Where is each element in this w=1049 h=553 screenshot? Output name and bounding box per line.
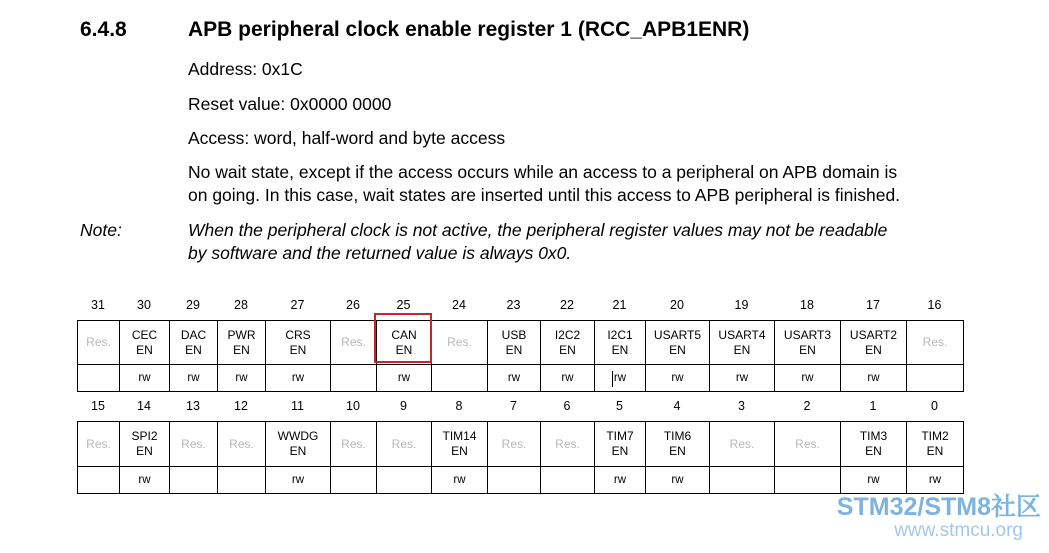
access-type-cell: rw (169, 364, 218, 392)
reserved-bit-field (774, 421, 841, 467)
bit-number: 7 (510, 399, 517, 413)
note-line-2: by software and the returned value is always 0x0. (188, 243, 572, 263)
field-name-line-1: TIM7 (606, 429, 634, 443)
bit-field-tim3en (840, 421, 907, 467)
bit-number: 9 (400, 399, 407, 413)
access-type-cell: rw (265, 466, 331, 494)
reserved-bit-field (376, 421, 432, 467)
bit-field-wwdgen (265, 421, 331, 467)
wait-state-line-1: No wait state, except if the access occurs while an access to a peripheral on APB domain is (188, 162, 898, 182)
field-name-line-2: EN (395, 342, 413, 357)
access-type-cell: rw (840, 364, 907, 392)
field-name-line-2: EN (669, 342, 686, 357)
bit-number: 12 (234, 399, 248, 413)
bit-number: 18 (800, 298, 814, 312)
bit-number: 15 (91, 399, 105, 413)
field-name-line-1: Res. (922, 335, 948, 349)
bit-number: 10 (346, 399, 360, 413)
field-name-line-1: I2C1 (607, 327, 633, 342)
field-name-line-1: Res. (391, 436, 417, 451)
access-type-cell: rw (487, 364, 541, 392)
watermark-brand: STM32/STM8社区 (836, 493, 1041, 521)
bit-number: 30 (137, 298, 151, 312)
access-type-cell (217, 466, 266, 494)
bit-number: 13 (186, 399, 200, 413)
field-name-line-1: CRS (285, 327, 311, 342)
field-name-line-1: Res. (729, 436, 755, 451)
reserved-bit-field (169, 421, 218, 467)
access-type-cell (376, 466, 432, 494)
access-type-cell: rw (709, 364, 775, 392)
bit-field-tim6en (645, 421, 710, 467)
bit-number: 14 (137, 399, 151, 413)
field-name-line-2: EN (611, 342, 629, 357)
section-number: 6.4.8 (80, 18, 127, 41)
access-type-cell: rw (645, 364, 710, 392)
field-name-line-2: EN (185, 342, 202, 357)
reserved-bit-field (217, 421, 266, 467)
field-name-line-1: Res. (181, 436, 206, 451)
field-name-line-2: EN (799, 342, 816, 357)
field-name-line-2: EN (669, 444, 686, 458)
field-name-line-1: I2C2 (554, 327, 581, 342)
access-type-cell (169, 466, 218, 494)
bit-number: 6 (563, 399, 571, 413)
bit-number: 27 (290, 298, 305, 312)
bit-number: 17 (866, 298, 880, 312)
bit-number: 2 (803, 399, 811, 413)
field-name-line-1: Res. (341, 335, 366, 349)
field-name-line-2: EN (926, 444, 944, 458)
field-name-line-1: SPI2 (131, 429, 158, 443)
bit-number: 23 (506, 298, 521, 312)
bit-field-tim2en (906, 421, 964, 467)
field-name-line-1: DAC (180, 327, 207, 342)
access-type-cell (487, 466, 541, 494)
field-name-line-1: USART2 (849, 327, 898, 342)
field-name-line-2: EN (505, 342, 523, 357)
note-label: Note: (80, 220, 122, 240)
access-type-cell: rw (594, 466, 646, 494)
access-type-cell (774, 466, 841, 494)
field-name-line-2: EN (136, 444, 153, 458)
bit-field-tim7en (594, 421, 646, 467)
bit-field-tim14en (431, 421, 488, 467)
can-en-highlight-box (374, 313, 432, 363)
bit-number: 31 (91, 298, 105, 312)
bit-number: 19 (734, 298, 749, 312)
section-title: APB peripheral clock enable register 1 (RCC_APB1ENR) (188, 18, 750, 41)
field-name-line-2: EN (559, 342, 576, 357)
access-type-cell: rw (540, 364, 595, 392)
field-name-line-1: USART4 (718, 327, 766, 342)
reset-value-text: Reset value: 0x0000 0000 (188, 94, 392, 114)
field-name-line-2: EN (865, 342, 882, 357)
bit-number: 3 (738, 399, 745, 413)
access-text: Access: word, half-word and byte access (188, 128, 506, 148)
reserved-bit-field (487, 421, 541, 467)
field-name-line-2: EN (289, 444, 307, 458)
field-name-line-1: USART5 (653, 327, 702, 342)
reserved-bit-field (709, 421, 775, 467)
access-type-cell: rw (119, 466, 170, 494)
access-type-cell (709, 466, 775, 494)
field-name-line-1: Res. (447, 335, 472, 349)
reserved-bit-field (540, 421, 595, 467)
watermark-url: www.stmcu.org (894, 520, 1023, 541)
bit-number: 11 (291, 399, 304, 413)
access-type-cell: rw (645, 466, 710, 494)
address-text: Address: 0x1C (188, 59, 303, 79)
access-type-cell: rw (840, 466, 907, 494)
access-type-cell: rw (119, 364, 170, 392)
wait-state-line-2: on going. In this case, wait states are inserted until this access to APB peripheral is finished. (188, 185, 901, 205)
bit-field-spi2en (119, 421, 170, 467)
field-name-line-1: CEC (131, 327, 158, 342)
field-name-line-1: Res. (341, 436, 366, 451)
access-type-cell: rw (906, 466, 964, 494)
bit-number: 4 (673, 399, 681, 413)
bit-number: 16 (927, 298, 942, 312)
field-name-line-2: EN (865, 444, 882, 458)
reserved-bit-field (77, 421, 120, 467)
bit-number: 29 (186, 298, 200, 312)
bit-number: 24 (452, 298, 466, 312)
access-type-cell: rw (376, 364, 432, 392)
access-type-cell: rw (594, 364, 646, 392)
access-type-cell (77, 466, 120, 494)
field-name-line-1: Res. (555, 436, 580, 451)
field-name-line-1: Res. (501, 436, 527, 451)
bit-number: 20 (670, 298, 684, 312)
field-name-line-2: EN (451, 444, 468, 458)
field-name-line-1: Res. (795, 436, 820, 451)
field-name-line-1: TIM2 (921, 429, 949, 443)
reserved-bit-field (330, 421, 377, 467)
bit-number: 1 (869, 399, 877, 413)
bit-number: 21 (612, 298, 627, 312)
field-name-line-2: EN (733, 342, 751, 357)
field-name-line-2: EN (136, 342, 153, 357)
text-cursor (612, 371, 613, 387)
access-type-cell (330, 466, 377, 494)
field-name-line-1: Res. (86, 436, 111, 451)
field-name-line-2: EN (289, 342, 307, 357)
field-name-line-1: TIM14 (442, 429, 477, 443)
bit-number: 25 (396, 298, 411, 312)
access-type-cell: rw (774, 364, 841, 392)
bit-number: 0 (931, 399, 938, 413)
field-name-line-1: WWDG (277, 429, 319, 443)
access-type-cell (540, 466, 595, 494)
field-name-line-1: PWR (227, 327, 256, 342)
field-name-line-1: TIM3 (859, 429, 888, 443)
field-name-line-1: USB (501, 327, 527, 342)
field-name-line-1: USART3 (783, 327, 832, 342)
bit-number: 5 (616, 399, 623, 413)
bit-number: 28 (234, 298, 248, 312)
field-name-line-1: TIM6 (663, 429, 692, 443)
field-name-line-1: CAN (391, 327, 417, 342)
access-type-cell: rw (265, 364, 331, 392)
note-line-1: When the peripheral clock is not active, the peripheral register values may not be readable (188, 220, 888, 240)
field-name-line-2: EN (233, 342, 250, 357)
access-type-cell: rw (217, 364, 266, 392)
bit-number: 26 (346, 298, 360, 312)
field-name-line-1: Res. (229, 436, 254, 451)
field-name-line-1: Res. (86, 335, 111, 349)
bit-number: 22 (560, 298, 574, 312)
access-type-cell: rw (431, 466, 488, 494)
bit-number: 8 (455, 399, 463, 413)
field-name-line-2: EN (611, 444, 629, 458)
